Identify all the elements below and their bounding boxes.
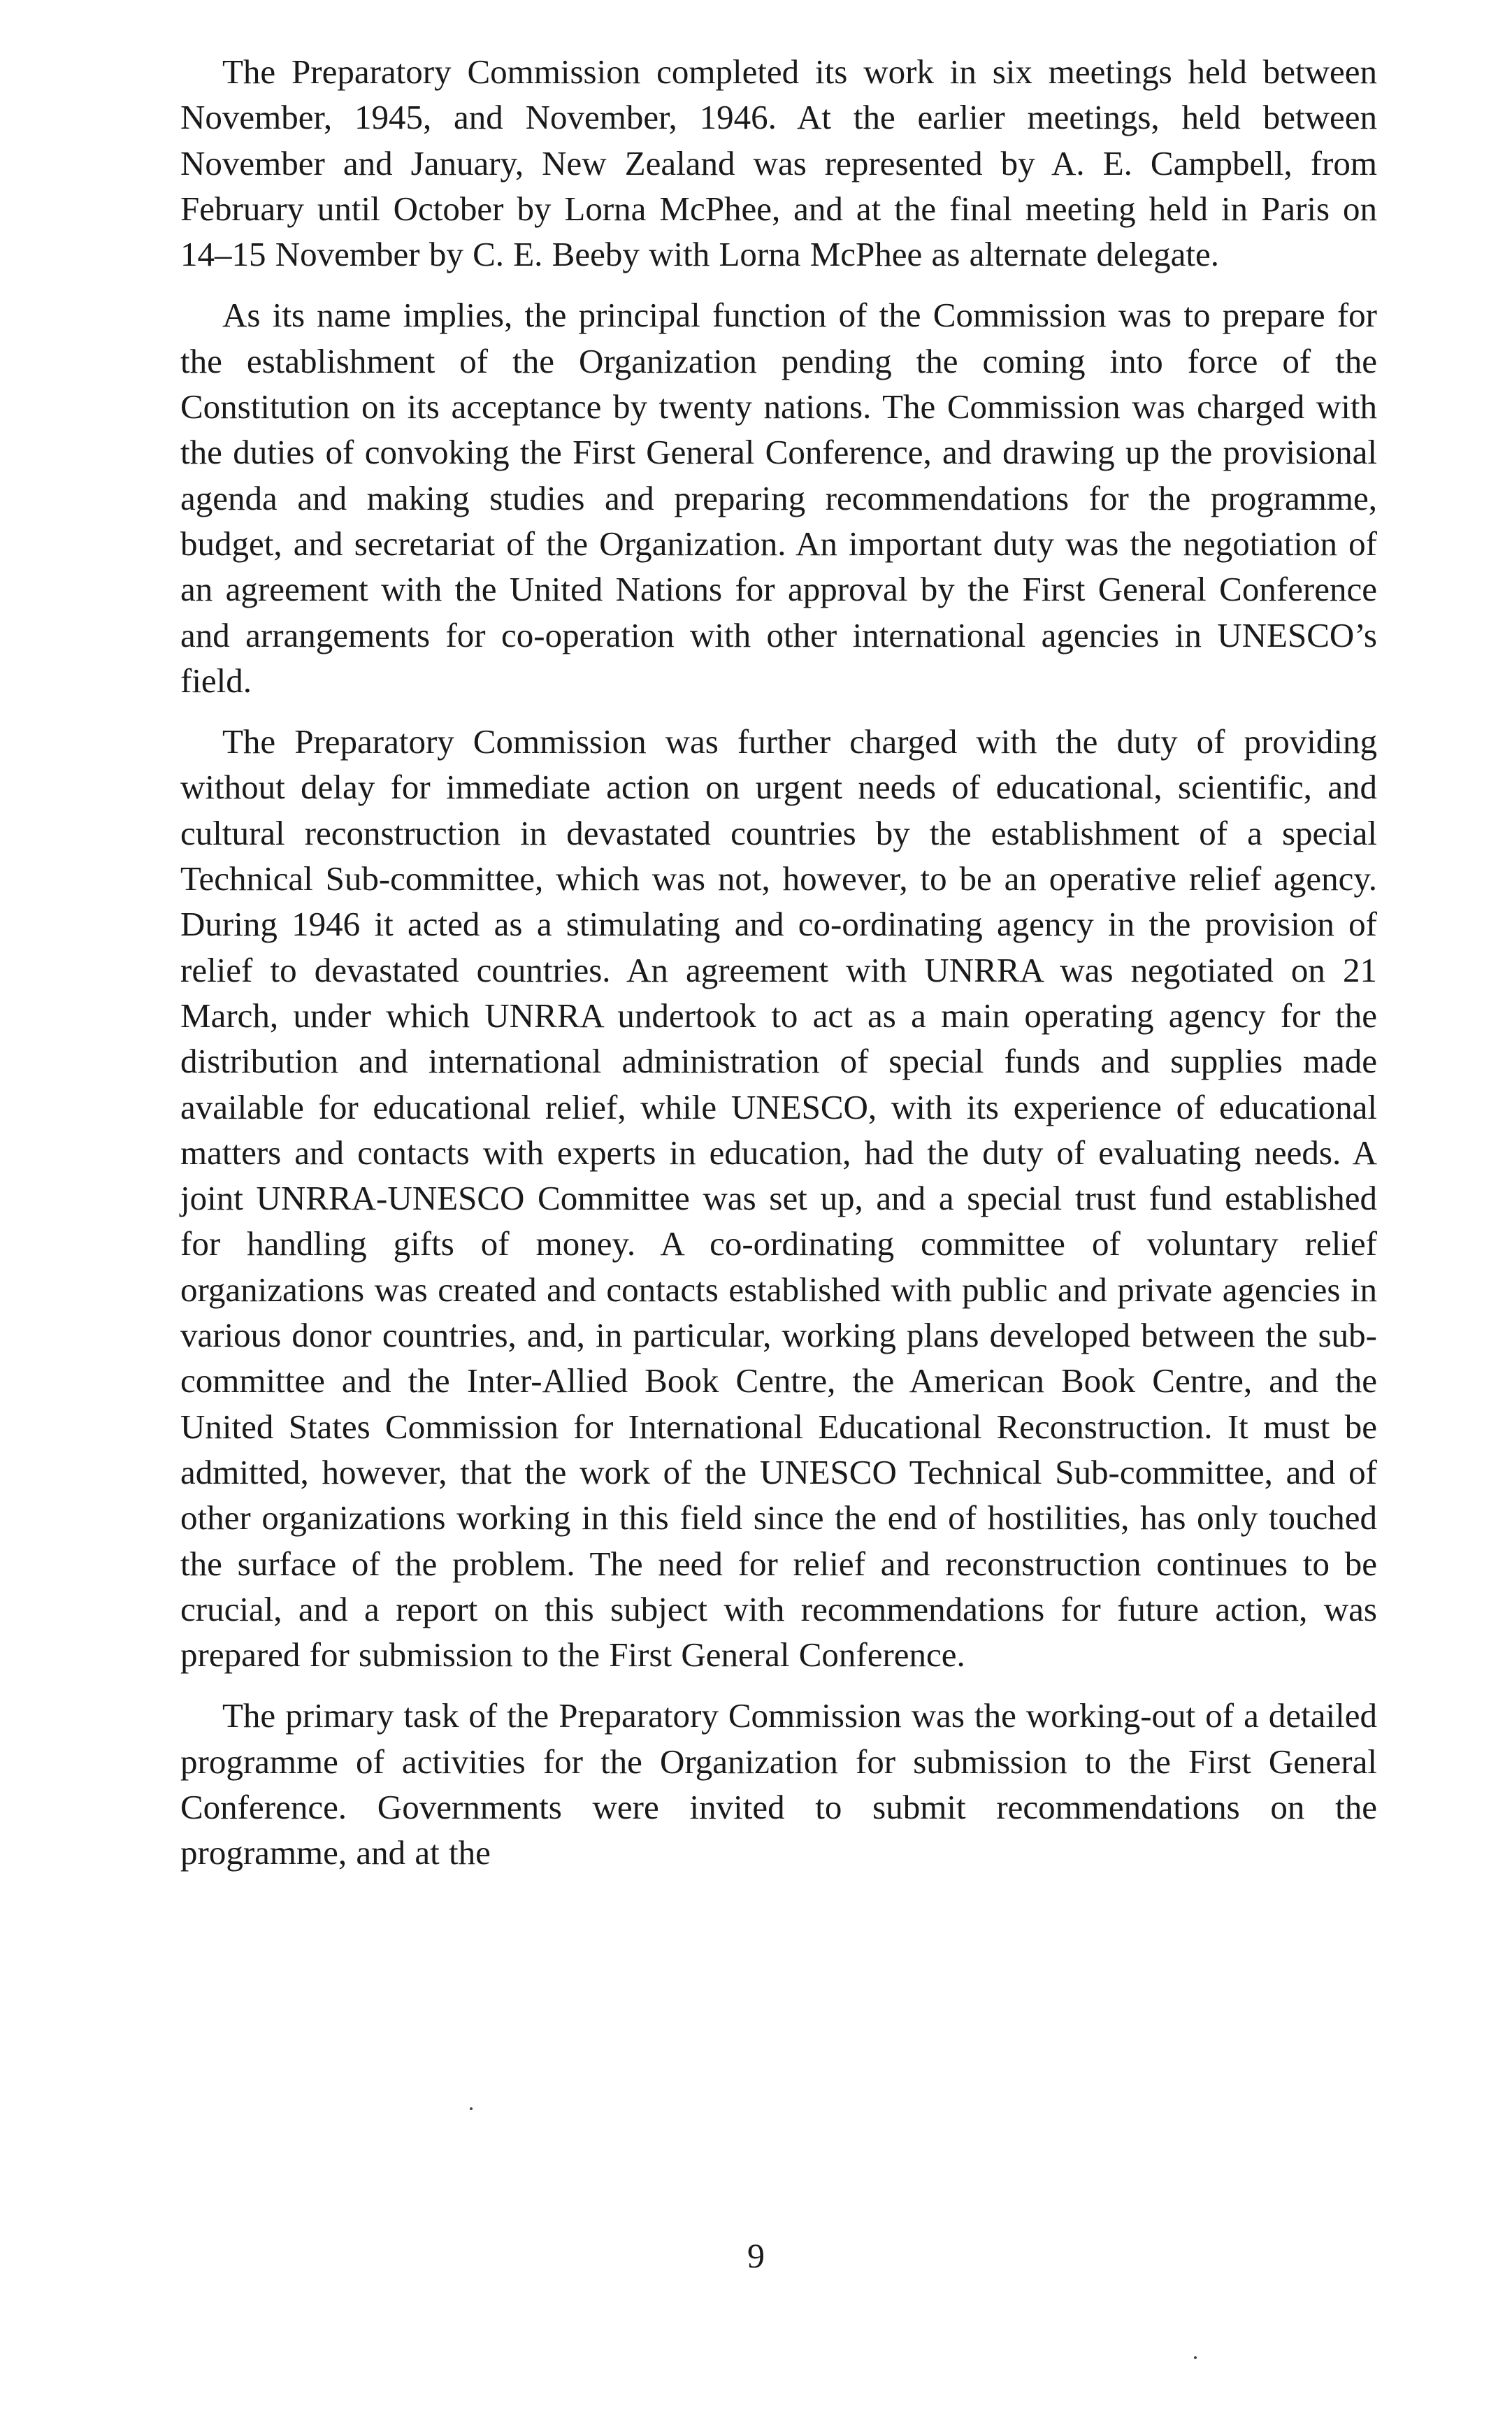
paragraph-4: The primary task of the Preparatory Commission was the working-out of a detailed programme of activities for the Organization for submission to the First General Conference. Governments were invited to submit recommendations on the programme, and at the [180,1696,1377,1872]
print-speck [1194,2356,1197,2359]
paragraph-1: The Preparatory Commission completed its work in six meetings held between November, 1945, and November, 1946. At the earlier meetings, held between November and January, New Zealand was represented by A. E. Campbell, from February until October by Lorna McPhee, and at the final meeting held in Paris on 14–15 November by C. E. Beeby with Lorna McPhee as alternate delegate. [180,52,1377,274]
document-page [180,49,1377,1891]
page-number: 9 [747,2236,765,2275]
paragraph-3: The Preparatory Commission was further charged with the duty of providing without delay for immediate action on urgent needs of educational, scientific, and cultural reconstruction in devastated countries by the establishment of a special Technical Sub-committee, which was not, however, to be an operative relief agency. During 1946 it acted as a stimulating and co-ordinating agency in the provision of relief to devastated countries. An agreement with UNRRA was negotiated on 21 March, under which UNRRA undertook to act as a main operating agency for the distribution and international administration of special funds and supplies made available for educational relief, while UNESCO, with its experience of educational matters and contacts with experts in education, had the duty of evaluating needs. A joint UNRRA-UNESCO Committee was set up, and a special trust fund established for handling gifts of money. A co-ordinating committee of voluntary relief organizations was created and contacts established with public and private agencies in various donor countries, and, in particular, working plans developed between the sub-committee and the Inter-Allied Book Centre, the American Book Centre, and the United States Commission for International Educational Reconstruction. It must be admitted, however, that the work of the UNESCO Technical Sub-committee, and of other organizations working in this field since the end of hostilities, has only touched the surface of the problem. The need for relief and reconstruction continues to be crucial, and a report on this subject with recommendations for future action, was prepared for submission to the First General Conference. [180,722,1377,1675]
paragraph-2: As its name implies, the principal function of the Commission was to prepare for the establishment of the Organization pending the coming into force of the Constitution on its acceptance by twenty nations. The Commission was charged with the duties of convoking the First General Conference, and drawing up the provisional agenda and making studies and preparing recommendations for the programme, budget, and secretariat of the Organization. An important duty was the negotiation of an agreement with the United Nations for approval by the First General Conference and arrangements for co-operation with other international agencies in UNESCO’s field. [180,296,1377,700]
print-speck [470,2107,473,2110]
